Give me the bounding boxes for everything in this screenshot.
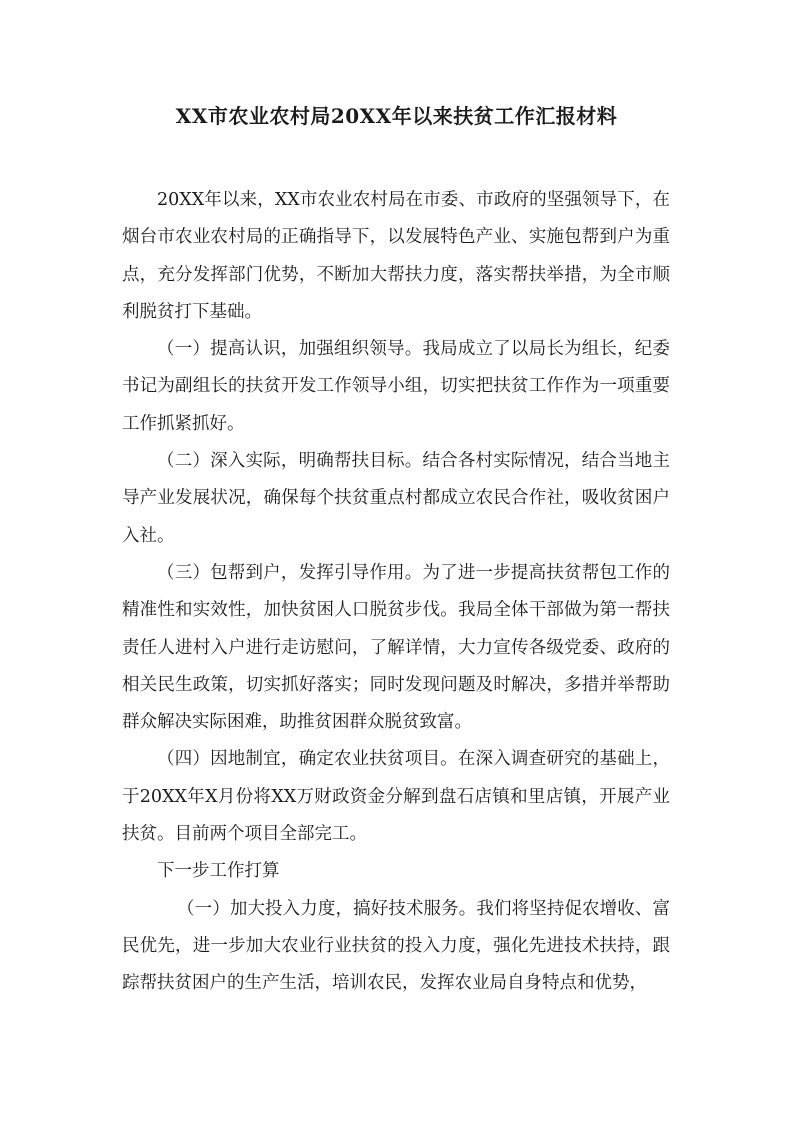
paragraph-section-1: （一）提高认识，加强组织领导。我局成立了以局长为组长，纪委书记为副组长的扶贫开发工作领导小组，切实把扶贫工作作为一项重要工作抓紧抓好。 bbox=[122, 339, 670, 434]
document-title: XX市农业农村局20XX年以来扶贫工作汇报材料 bbox=[175, 104, 618, 128]
paragraph-section-2: （二）深入实际，明确帮扶目标。结合各村实际情况，结合当地主导产业发展状况，确保每个扶贫重点村都成立农民合作社，吸收贫困户入社。 bbox=[122, 451, 670, 546]
document-body bbox=[122, 182, 670, 1003]
heading-next-steps: 下一步工作打算 bbox=[157, 861, 280, 882]
paragraph-section-4: （四）因地制宜，确定农业扶贫项目。在深入调查研究的基础上，于20XX年X月份将XX万财政资金分解到盘石店镇和里店镇，开展产业扶贫。目前两个项目全部完工。 bbox=[122, 749, 670, 845]
paragraph-section-3: （三）包帮到户，发挥引导作用。为了进一步提高扶贫帮包工作的精准性和实效性，加快贫困人口脱贫步伐。我局全体干部做为第一帮扶责任人进村入户进行走访慰问，了解详情，大力宣传各级党委、政府的相关民生政策，切实抓好落实；同时发现问题及时解决，多措并举帮助群众解决实际困难，助推贫困群众脱贫致富。 bbox=[122, 562, 670, 733]
paragraph-intro: 20XX年以来，XX市农业农村局在市委、市政府的坚强领导下，在烟台市农业农村局的正确指导下，以发展特色产业、实施包帮到户为重点，充分发挥部门优势，不断加大帮扶力度，落实帮扶举措，为全市顺利脱贫打下基础。 bbox=[122, 190, 670, 322]
paragraph-next-step-1: （一）加大投入力度，搞好技术服务。我们将坚持促农增收、富民优先，进一步加大农业行业扶贫的投入力度，强化先进技术扶持，跟踪帮扶贫困户的生产生活，培训农民，发挥农业局自身特点和优势， bbox=[122, 898, 670, 994]
